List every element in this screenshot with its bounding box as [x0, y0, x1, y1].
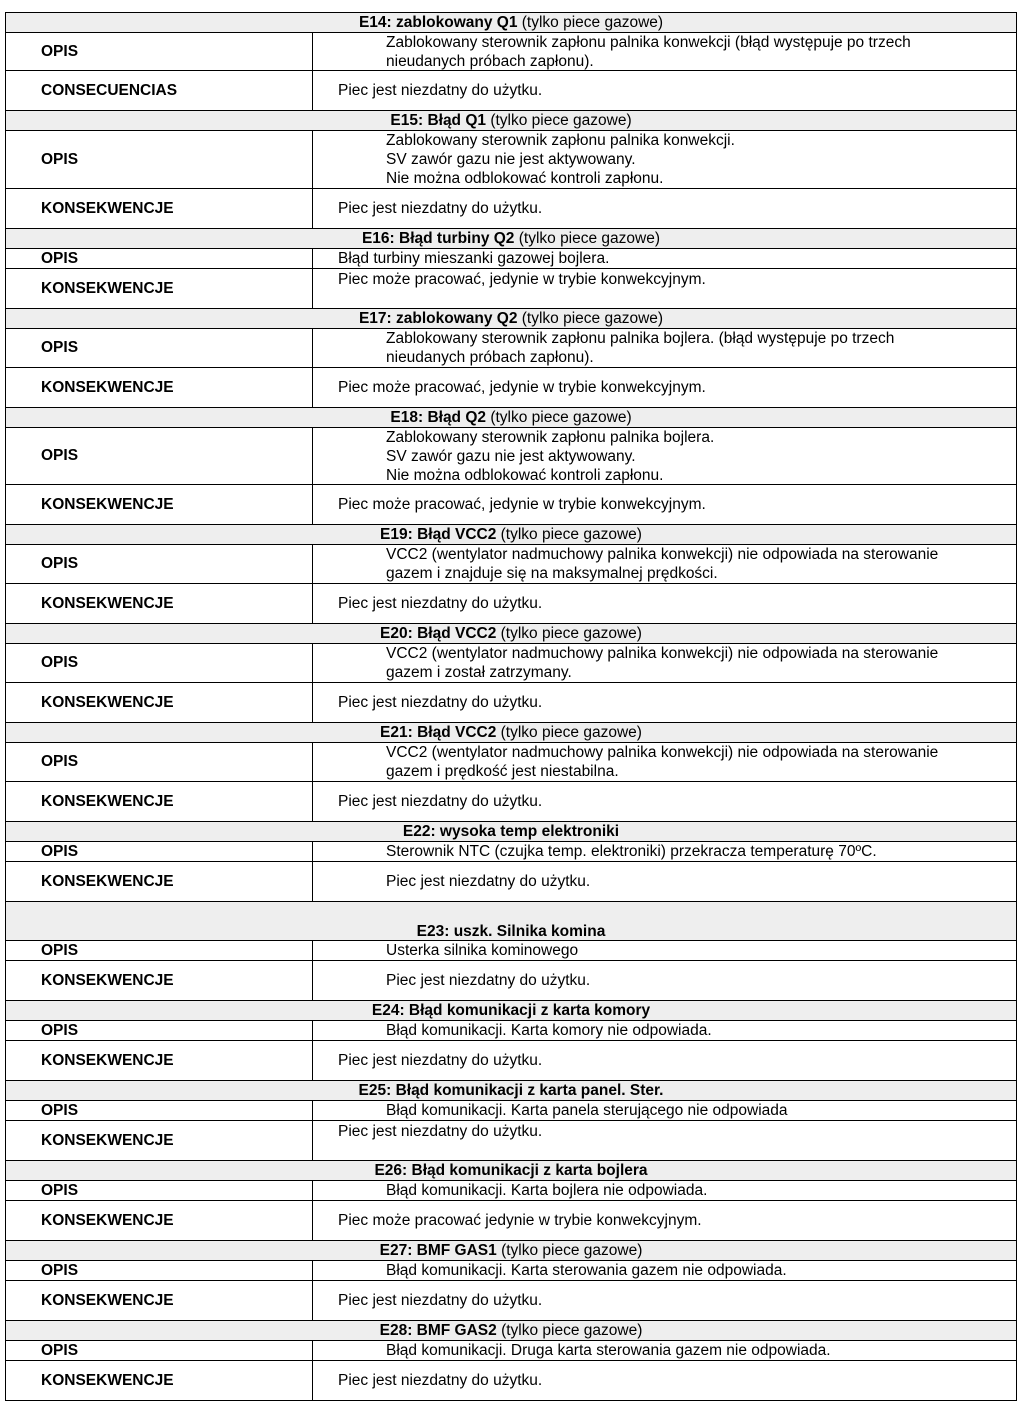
error-code-title: E16: Błąd turbiny Q2 — [361, 230, 515, 247]
opis-line: SV zawór gazu nie jest aktywowany. — [386, 151, 636, 168]
error-header — [6, 1321, 1016, 1341]
error-header — [6, 408, 1016, 428]
konsekwencje-value — [313, 1361, 1016, 1400]
konsekwencje-label: KONSEKWENCJE — [6, 269, 313, 308]
konsekwencje-line: Piec jest niezdatny do użytku. — [386, 972, 591, 989]
konsekwencje-row — [6, 782, 1016, 822]
opis-value — [313, 33, 1016, 70]
opis-value — [313, 329, 1016, 367]
error-header — [6, 723, 1016, 743]
error-code-title: E24: Błąd komunikacji z karta komory — [371, 1002, 651, 1019]
error-code-title: E22: wysoka temp elektroniki — [402, 823, 620, 840]
error-note: (tylko piece gazowe) — [496, 526, 642, 543]
konsekwencje-line: Piec jest niezdatny do użytku. — [386, 873, 591, 890]
error-entry — [5, 1161, 1017, 1241]
opis-value — [313, 131, 1016, 188]
opis-line: VCC2 (wentylator nadmuchowy palnika konwekcji) nie odpowiada na sterowanie — [386, 744, 939, 761]
error-header — [6, 1001, 1016, 1021]
error-entry — [5, 229, 1017, 309]
opis-label: OPIS — [6, 1021, 313, 1040]
error-code-title: E23: uszk. Silnika komina — [416, 923, 606, 940]
error-entry — [5, 1321, 1017, 1401]
konsekwencje-value — [313, 782, 1016, 821]
error-note: (tylko piece gazowe) — [517, 14, 664, 31]
error-note: (tylko piece gazowe) — [496, 625, 642, 642]
opis-label: OPIS — [6, 329, 313, 367]
konsekwencje-value — [313, 189, 1016, 228]
opis-label: OPIS — [6, 428, 313, 484]
opis-line: Zablokowany sterownik zapłonu palnika konwekcji. — [386, 132, 735, 149]
error-entry — [5, 1001, 1017, 1081]
opis-row — [6, 842, 1016, 862]
konsekwencje-row — [6, 71, 1016, 111]
opis-label: OPIS — [6, 941, 313, 960]
opis-value — [313, 1101, 1016, 1120]
konsekwencje-label: KONSEKWENCJE — [6, 683, 313, 722]
opis-label: OPIS — [6, 131, 313, 188]
error-code-title: E17: zablokowany Q2 — [358, 310, 518, 327]
konsekwencje-row — [6, 485, 1016, 525]
opis-value — [313, 644, 1016, 682]
opis-line: Sterownik NTC (czujka temp. elektroniki) przekracza temperaturę 70ºC. — [386, 843, 877, 860]
konsekwencje-row — [6, 1201, 1016, 1241]
konsekwencje-row — [6, 862, 1016, 902]
opis-row — [6, 428, 1016, 485]
opis-line: SV zawór gazu nie jest aktywowany. — [386, 447, 636, 465]
konsekwencje-value — [313, 961, 1016, 1000]
error-code-title: E19: Błąd VCC2 — [380, 526, 497, 543]
error-entry — [5, 1241, 1017, 1321]
konsekwencje-value — [313, 1281, 1016, 1320]
error-code-title: E20: Błąd VCC2 — [380, 625, 497, 642]
opis-value — [313, 1181, 1016, 1200]
konsekwencje-line: Piec jest niezdatny do użytku. — [338, 595, 543, 612]
opis-line: Nie można odblokować kontroli zapłonu. — [386, 466, 664, 484]
konsekwencje-value — [313, 862, 1016, 901]
konsekwencje-value — [313, 368, 1016, 407]
konsekwencje-line: Piec może pracować, jedynie w trybie konwekcyjnym. — [338, 496, 706, 513]
konsekwencje-label: KONSEKWENCJE — [6, 485, 313, 524]
opis-line: Zablokowany sterownik zapłonu palnika konwekcji (błąd występuje po trzech — [386, 33, 911, 51]
opis-value — [313, 1341, 1016, 1360]
opis-row — [6, 1181, 1016, 1201]
konsekwencje-line: Piec jest niezdatny do użytku. — [338, 1292, 543, 1309]
konsekwencje-row — [6, 961, 1016, 1001]
error-note: (tylko piece gazowe) — [517, 310, 664, 327]
error-header — [6, 822, 1016, 842]
konsekwencje-label: KONSEKWENCJE — [6, 368, 313, 407]
opis-value — [313, 941, 1016, 960]
error-header — [6, 902, 1016, 941]
opis-label: OPIS — [6, 1341, 313, 1360]
konsekwencje-label: CONSECUENCIAS — [6, 71, 313, 110]
opis-label: OPIS — [6, 743, 313, 781]
opis-line: Nie można odblokować kontroli zapłonu. — [386, 170, 664, 187]
error-entry — [5, 624, 1017, 723]
opis-line: Błąd komunikacji. Druga karta sterowania gazem nie odpowiada. — [386, 1342, 831, 1359]
konsekwencje-row — [6, 189, 1016, 229]
konsekwencje-label: KONSEKWENCJE — [6, 1041, 313, 1080]
opis-value — [313, 545, 1016, 583]
konsekwencje-label: KONSEKWENCJE — [6, 1121, 313, 1160]
konsekwencje-value — [313, 71, 1016, 110]
opis-line: Błąd komunikacji. Karta komory nie odpowiada. — [386, 1022, 712, 1039]
error-entry — [5, 723, 1017, 822]
error-code-title: E27: BMF GAS1 — [379, 1242, 497, 1259]
opis-row — [6, 33, 1016, 71]
opis-value — [313, 249, 1016, 268]
opis-row — [6, 743, 1016, 782]
error-entry — [5, 902, 1017, 1001]
konsekwencje-row — [6, 584, 1016, 624]
konsekwencje-value — [313, 1201, 1016, 1240]
konsekwencje-line: Piec może pracować, jedynie w trybie konwekcyjnym. — [338, 271, 706, 288]
opis-line: Zablokowany sterownik zapłonu palnika bojlera. — [386, 428, 715, 446]
error-entry — [5, 408, 1017, 525]
konsekwencje-line: Piec jest niezdatny do użytku. — [338, 1052, 543, 1069]
error-entry — [5, 525, 1017, 624]
konsekwencje-value — [313, 1041, 1016, 1080]
error-entry — [5, 12, 1017, 111]
opis-line: nieudanych próbach zapłonu). — [386, 52, 594, 70]
opis-label: OPIS — [6, 842, 313, 861]
opis-label: OPIS — [6, 249, 313, 268]
konsekwencje-line: Piec jest niezdatny do użytku. — [338, 82, 543, 99]
opis-row — [6, 545, 1016, 584]
konsekwencje-row — [6, 1281, 1016, 1321]
error-entry — [5, 822, 1017, 902]
opis-line: Błąd turbiny mieszanki gazowej bojlera. — [338, 250, 610, 267]
konsekwencje-row — [6, 1121, 1016, 1161]
konsekwencje-line: Piec jest niezdatny do użytku. — [338, 1123, 543, 1140]
konsekwencje-label: KONSEKWENCJE — [6, 1281, 313, 1320]
konsekwencje-line: Piec jest niezdatny do użytku. — [338, 793, 543, 810]
konsekwencje-value — [313, 584, 1016, 623]
konsekwencje-label: KONSEKWENCJE — [6, 1361, 313, 1400]
error-code-title: E18: Błąd Q2 — [390, 409, 487, 426]
opis-label: OPIS — [6, 1101, 313, 1120]
konsekwencje-row — [6, 269, 1016, 309]
opis-line: Usterka silnika kominowego — [386, 942, 579, 959]
konsekwencje-value — [313, 1121, 1016, 1160]
error-code-title: E15: Błąd Q1 — [390, 112, 487, 129]
opis-line: Zablokowany sterownik zapłonu palnika bojlera. (błąd występuje po trzech — [386, 330, 895, 347]
konsekwencje-row — [6, 1361, 1016, 1401]
opis-value — [313, 1021, 1016, 1040]
opis-row — [6, 249, 1016, 269]
konsekwencje-label: KONSEKWENCJE — [6, 189, 313, 228]
opis-value — [313, 743, 1016, 781]
error-header — [6, 1241, 1016, 1261]
konsekwencje-label: KONSEKWENCJE — [6, 961, 313, 1000]
error-note: (tylko piece gazowe) — [514, 230, 661, 247]
error-header — [6, 13, 1016, 33]
konsekwencje-row — [6, 1041, 1016, 1081]
opis-line: VCC2 (wentylator nadmuchowy palnika konwekcji) nie odpowiada na sterowanie — [386, 546, 939, 563]
error-note: (tylko piece gazowe) — [496, 1242, 643, 1259]
konsekwencje-label: KONSEKWENCJE — [6, 862, 313, 901]
opis-line: Błąd komunikacji. Karta sterowania gazem nie odpowiada. — [386, 1262, 787, 1279]
opis-row — [6, 329, 1016, 368]
error-code-title: E14: zablokowany Q1 — [358, 14, 518, 31]
opis-row — [6, 131, 1016, 189]
opis-row — [6, 1101, 1016, 1121]
error-entry — [5, 111, 1017, 229]
error-code-title: E25: Błąd komunikacji z karta panel. Ster. — [358, 1082, 664, 1099]
error-header — [6, 309, 1016, 329]
opis-row — [6, 1261, 1016, 1281]
error-header — [6, 1081, 1016, 1101]
opis-value — [313, 428, 1016, 484]
opis-line: Błąd komunikacji. Karta bojlera nie odpowiada. — [386, 1182, 708, 1199]
opis-row — [6, 1341, 1016, 1361]
opis-label: OPIS — [6, 545, 313, 583]
error-header — [6, 624, 1016, 644]
opis-label: OPIS — [6, 644, 313, 682]
opis-line: Błąd komunikacji. Karta panela sterującego nie odpowiada — [386, 1102, 788, 1119]
konsekwencje-value — [313, 269, 1016, 308]
opis-line: gazem i znajduje się na maksymalnej prędkości. — [386, 565, 718, 582]
error-code-title: E28: BMF GAS2 — [379, 1322, 497, 1339]
opis-line: gazem i prędkość jest niestabilna. — [386, 763, 619, 780]
opis-line: VCC2 (wentylator nadmuchowy palnika konwekcji) nie odpowiada na sterowanie — [386, 645, 939, 662]
error-entry — [5, 309, 1017, 408]
opis-label: OPIS — [6, 33, 313, 70]
error-note: (tylko piece gazowe) — [486, 409, 632, 426]
error-header — [6, 525, 1016, 545]
konsekwencje-line: Piec jest niezdatny do użytku. — [338, 694, 543, 711]
konsekwencje-line: Piec jest niezdatny do użytku. — [338, 200, 543, 217]
konsekwencje-label: KONSEKWENCJE — [6, 1201, 313, 1240]
opis-value — [313, 1261, 1016, 1280]
konsekwencje-line: Piec jest niezdatny do użytku. — [338, 1372, 543, 1389]
konsekwencje-label: KONSEKWENCJE — [6, 584, 313, 623]
konsekwencje-line: Piec może pracować, jedynie w trybie konwekcyjnym. — [338, 379, 706, 396]
error-entry — [5, 1081, 1017, 1161]
error-code-title: E21: Błąd VCC2 — [380, 724, 497, 741]
konsekwencje-line: Piec może pracować jedynie w trybie konwekcyjnym. — [338, 1212, 702, 1229]
konsekwencje-row — [6, 368, 1016, 408]
opis-line: nieudanych próbach zapłonu). — [386, 349, 594, 366]
opis-value — [313, 842, 1016, 861]
konsekwencje-row — [6, 683, 1016, 723]
opis-label: OPIS — [6, 1181, 313, 1200]
konsekwencje-value — [313, 683, 1016, 722]
opis-line: gazem i został zatrzymany. — [386, 664, 572, 681]
error-header — [6, 111, 1016, 131]
error-note: (tylko piece gazowe) — [486, 112, 632, 129]
konsekwencje-value — [313, 485, 1016, 524]
konsekwencje-label: KONSEKWENCJE — [6, 782, 313, 821]
error-header — [6, 229, 1016, 249]
error-note: (tylko piece gazowe) — [496, 1322, 643, 1339]
error-code-table — [5, 12, 1017, 1401]
error-code-title: E26: Błąd komunikacji z karta bojlera — [374, 1162, 648, 1179]
opis-row — [6, 941, 1016, 961]
opis-row — [6, 1021, 1016, 1041]
error-header — [6, 1161, 1016, 1181]
error-note: (tylko piece gazowe) — [496, 724, 642, 741]
opis-label: OPIS — [6, 1261, 313, 1280]
opis-row — [6, 644, 1016, 683]
